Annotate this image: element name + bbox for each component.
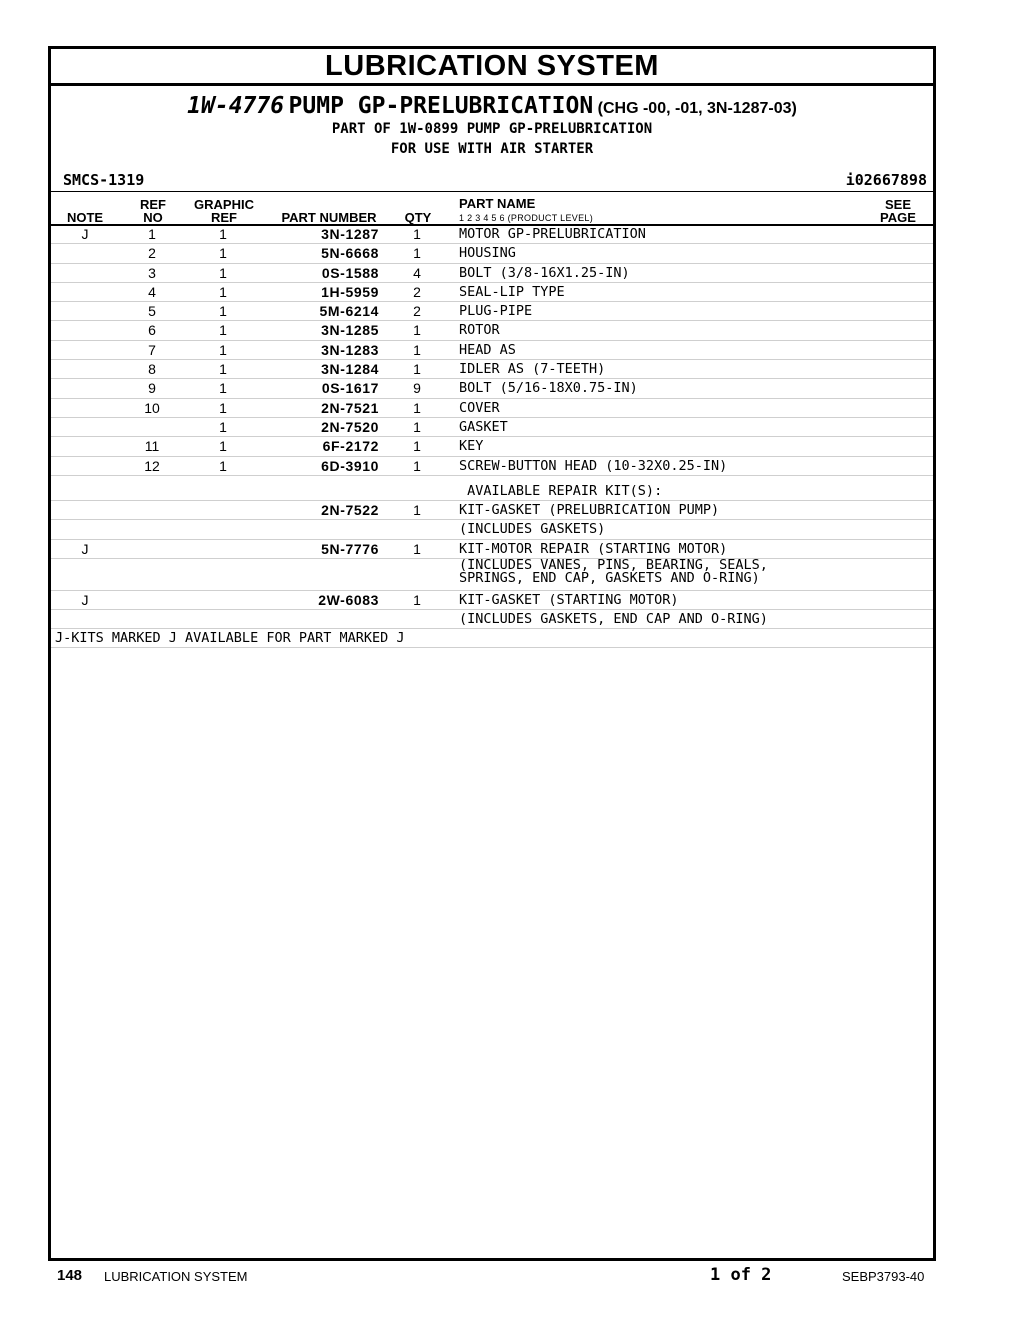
row-part-number: 3N-1284: [321, 361, 379, 378]
footer-section: LUBRICATION SYSTEM: [104, 1269, 248, 1284]
change-level: (CHG -00, -01, 3N-1287-03): [597, 100, 797, 117]
row-note: J: [81, 226, 89, 242]
table-row: [51, 399, 933, 418]
row-ref-no: 5: [148, 303, 156, 320]
table-row: [51, 476, 933, 501]
illustration-id: i02667898: [845, 171, 927, 189]
row-part-number: 0S-1617: [321, 380, 379, 397]
table-row: [51, 418, 933, 437]
table-row: [51, 302, 933, 321]
table-row: [51, 244, 933, 263]
row-part-name: KEY: [459, 438, 484, 455]
group-part-number: 1W-4776: [187, 93, 285, 119]
table-row: [51, 283, 933, 302]
header-top-rule: [51, 191, 933, 192]
row-qty: 1: [413, 502, 421, 519]
row-ref-no: 8: [148, 361, 156, 378]
group-part-name: PUMP GP-PRELUBRICATION: [288, 93, 594, 119]
row-qty: 1: [413, 457, 421, 474]
row-part-name: KIT-GASKET (STARTING MOTOR): [459, 591, 679, 608]
row-part-number: 3N-1287: [321, 226, 379, 242]
row-graphic-ref: 1: [219, 283, 227, 300]
row-part-number: 2N-7520: [321, 418, 379, 435]
row-graphic-ref: 1: [219, 418, 227, 435]
row-part-number: 2N-7521: [321, 399, 379, 416]
table-row: [51, 591, 933, 610]
row-note: J: [81, 591, 89, 608]
col-qty: QTY: [404, 210, 432, 225]
row-qty: 1: [413, 591, 421, 608]
row-qty: 9: [413, 380, 421, 397]
row-part-number: 1H-5959: [321, 283, 379, 300]
table-row: [51, 264, 933, 283]
row-part-number: 5M-6214: [319, 303, 379, 320]
row-part-name: BOLT (3/8-16X1.25-IN): [459, 264, 630, 281]
table-row: [51, 321, 933, 340]
row-part-name: SEAL-LIP TYPE: [459, 283, 565, 300]
row-qty: 1: [413, 245, 421, 262]
table-row: [51, 437, 933, 456]
row-ref-no: 1: [148, 226, 156, 242]
row-qty: 1: [413, 341, 421, 358]
col-see-1: SEE: [884, 197, 911, 212]
row-ref-no: 10: [144, 399, 160, 416]
row-part-name: (INCLUDES VANES, PINS, BEARING, SEALS, SPRINGS, END CAP, GASKETS AND O-RING): [459, 557, 768, 587]
row-part-name: ROTOR: [459, 322, 500, 339]
row-part-name: (INCLUDES GASKETS): [459, 521, 606, 538]
table-row: [51, 379, 933, 398]
row-part-number: 5N-6668: [321, 245, 379, 262]
col-part-number: PART NUMBER: [281, 210, 377, 225]
row-qty: 2: [413, 283, 421, 300]
row-qty: 1: [413, 322, 421, 339]
row-note: J: [81, 540, 89, 557]
page-of: 1 of 2: [710, 1265, 772, 1285]
row-ref-no: 9: [148, 380, 156, 397]
row-part-name: BOLT (5/16-18X0.75-IN): [459, 380, 638, 397]
row-ref-no: 11: [144, 438, 160, 455]
row-part-name: MOTOR GP-PRELUBRICATION: [459, 226, 646, 242]
document-number: SEBP3793-40: [842, 1269, 925, 1284]
row-ref-no: 7: [148, 341, 156, 358]
row-part-number: 0S-1588: [321, 264, 379, 281]
footnote: J-KITS MARKED J AVAILABLE FOR PART MARKED J: [55, 630, 405, 647]
col-graphic-1: GRAPHIC: [194, 197, 254, 212]
col-graphic-2: REF: [211, 210, 237, 225]
row-graphic-ref: 1: [219, 438, 227, 455]
row-qty: 1: [413, 540, 421, 557]
col-ref-1: REF: [140, 197, 166, 212]
row-part-name: (INCLUDES GASKETS, END CAP AND O-RING): [459, 611, 768, 628]
row-part-name: HEAD AS: [459, 341, 516, 358]
row-graphic-ref: 1: [219, 322, 227, 339]
col-part-name: PART NAME: [459, 196, 536, 211]
row-graphic-ref: 1: [219, 303, 227, 320]
row-part-name: HOUSING: [459, 245, 516, 262]
row-graphic-ref: 1: [219, 341, 227, 358]
row-qty: 2: [413, 303, 421, 320]
row-qty: 1: [413, 418, 421, 435]
row-graphic-ref: 1: [219, 380, 227, 397]
row-part-name: AVAILABLE REPAIR KIT(S):: [459, 482, 663, 499]
row-graphic-ref: 1: [219, 264, 227, 281]
row-part-name: PLUG-PIPE: [459, 303, 533, 320]
row-graphic-ref: 1: [219, 457, 227, 474]
row-part-name: COVER: [459, 399, 500, 416]
row-qty: 1: [413, 361, 421, 378]
table-row: [51, 360, 933, 379]
row-part-name: SCREW-BUTTON HEAD (10-32X0.25-IN): [459, 457, 728, 474]
row-qty: 1: [413, 226, 421, 242]
row-ref-no: 2: [148, 245, 156, 262]
row-ref-no: 3: [148, 264, 156, 281]
table-row: [51, 457, 933, 476]
row-part-number: 3N-1283: [321, 341, 379, 358]
row-graphic-ref: 1: [219, 361, 227, 378]
row-ref-no: 4: [148, 283, 156, 300]
row-part-number: 6F-2172: [322, 438, 379, 455]
group-heading: [51, 93, 933, 122]
parts-list-frame: [48, 46, 936, 1261]
col-ref-2: NO: [143, 210, 163, 225]
row-part-number: 6D-3910: [321, 457, 379, 474]
row-qty: 4: [413, 264, 421, 281]
row-part-name: KIT-MOTOR REPAIR (STARTING MOTOR): [459, 540, 728, 557]
row-part-number: 2N-7522: [321, 502, 379, 519]
row-graphic-ref: 1: [219, 399, 227, 416]
row-graphic-ref: 1: [219, 226, 227, 242]
row-qty: 1: [413, 399, 421, 416]
page-number: 148: [57, 1267, 83, 1284]
row-graphic-ref: 1: [219, 245, 227, 262]
row-part-number: 3N-1285: [321, 322, 379, 339]
table-row: [51, 501, 933, 520]
row-part-name: GASKET: [459, 418, 508, 435]
parts-table: [51, 225, 933, 648]
row-part-number: 2W-6083: [318, 591, 379, 608]
row-part-number: 5N-7776: [321, 540, 379, 557]
table-row: [51, 520, 933, 539]
product-level-scale: 1 2 3 4 5 6 (PRODUCT LEVEL): [459, 213, 593, 223]
footnote-row: [51, 629, 933, 648]
part-of-line: PART OF 1W-0899 PUMP GP-PRELUBRICATION: [331, 121, 653, 137]
table-row: [51, 559, 933, 591]
table-row: [51, 610, 933, 629]
smcs-code: SMCS-1319: [63, 171, 145, 189]
table-row: [51, 341, 933, 360]
row-part-name: KIT-GASKET (PRELUBRICATION PUMP): [459, 502, 720, 519]
section-title: LUBRICATION SYSTEM: [51, 49, 933, 86]
row-ref-no: 12: [144, 457, 160, 474]
table-row: [51, 225, 933, 244]
row-ref-no: 6: [148, 322, 156, 339]
usage-line: FOR USE WITH AIR STARTER: [390, 141, 594, 157]
col-note: NOTE: [66, 210, 104, 225]
row-part-name: IDLER AS (7-TEETH): [459, 361, 606, 378]
row-qty: 1: [413, 438, 421, 455]
col-see-2: PAGE: [880, 210, 916, 225]
